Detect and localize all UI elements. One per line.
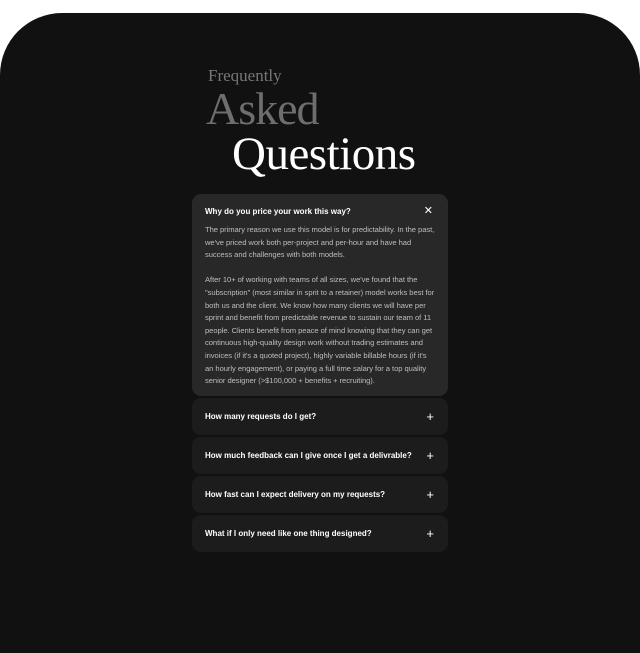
faq-item[interactable] [192, 398, 448, 435]
faq-answer-paragraph: After 10+ of working with teams of all sizes, we've found that the "subscription" (most similar in sprit to a retainer) model works best for both us and the client. We know how many clients we will have per sprint and benefit from predictable revenue to sustain our team of 11 people. Clients benefit from peace of mind knowing that they can get continuous high-quality design work without trading estimates and invoices (if it's a quoted project), highly variable billable hours (if it's an hourly engagement), or paying a full time salary for a top quality senior designer (>$100,000 + benefits + recruiting). [205, 275, 435, 386]
faq-answer [205, 224, 435, 388]
plus-icon[interactable]: + [426, 525, 434, 541]
faq-item[interactable] [192, 437, 448, 474]
faq-item[interactable] [192, 476, 448, 513]
heading-asked: Asked [206, 83, 319, 134]
faq-question[interactable]: How many requests do I get? [205, 411, 317, 421]
faq-list [192, 194, 448, 554]
faq-question[interactable]: Why do you price your work this way? [205, 207, 351, 216]
faq-item[interactable] [192, 194, 448, 396]
heading-questions: Questions [232, 128, 416, 180]
heading-frequently: Frequently [208, 66, 282, 85]
plus-icon[interactable]: + [426, 408, 434, 424]
plus-icon[interactable]: + [426, 486, 434, 502]
faq-item[interactable] [192, 515, 448, 552]
faq-question[interactable]: How much feedback can I give once I get a delivrable? [205, 450, 412, 460]
faq-answer-paragraph: The primary reason we use this model is for predictability. In the past, we've priced work both per-project and per-hour and have had success and challenges with both models. [205, 225, 435, 260]
plus-icon[interactable]: + [426, 447, 434, 463]
faq-question[interactable]: How fast can I expect delivery on my requests? [205, 489, 386, 499]
close-icon[interactable]: ✕ [423, 205, 433, 217]
faq-question[interactable]: What if I only need like one thing designed? [205, 528, 372, 538]
